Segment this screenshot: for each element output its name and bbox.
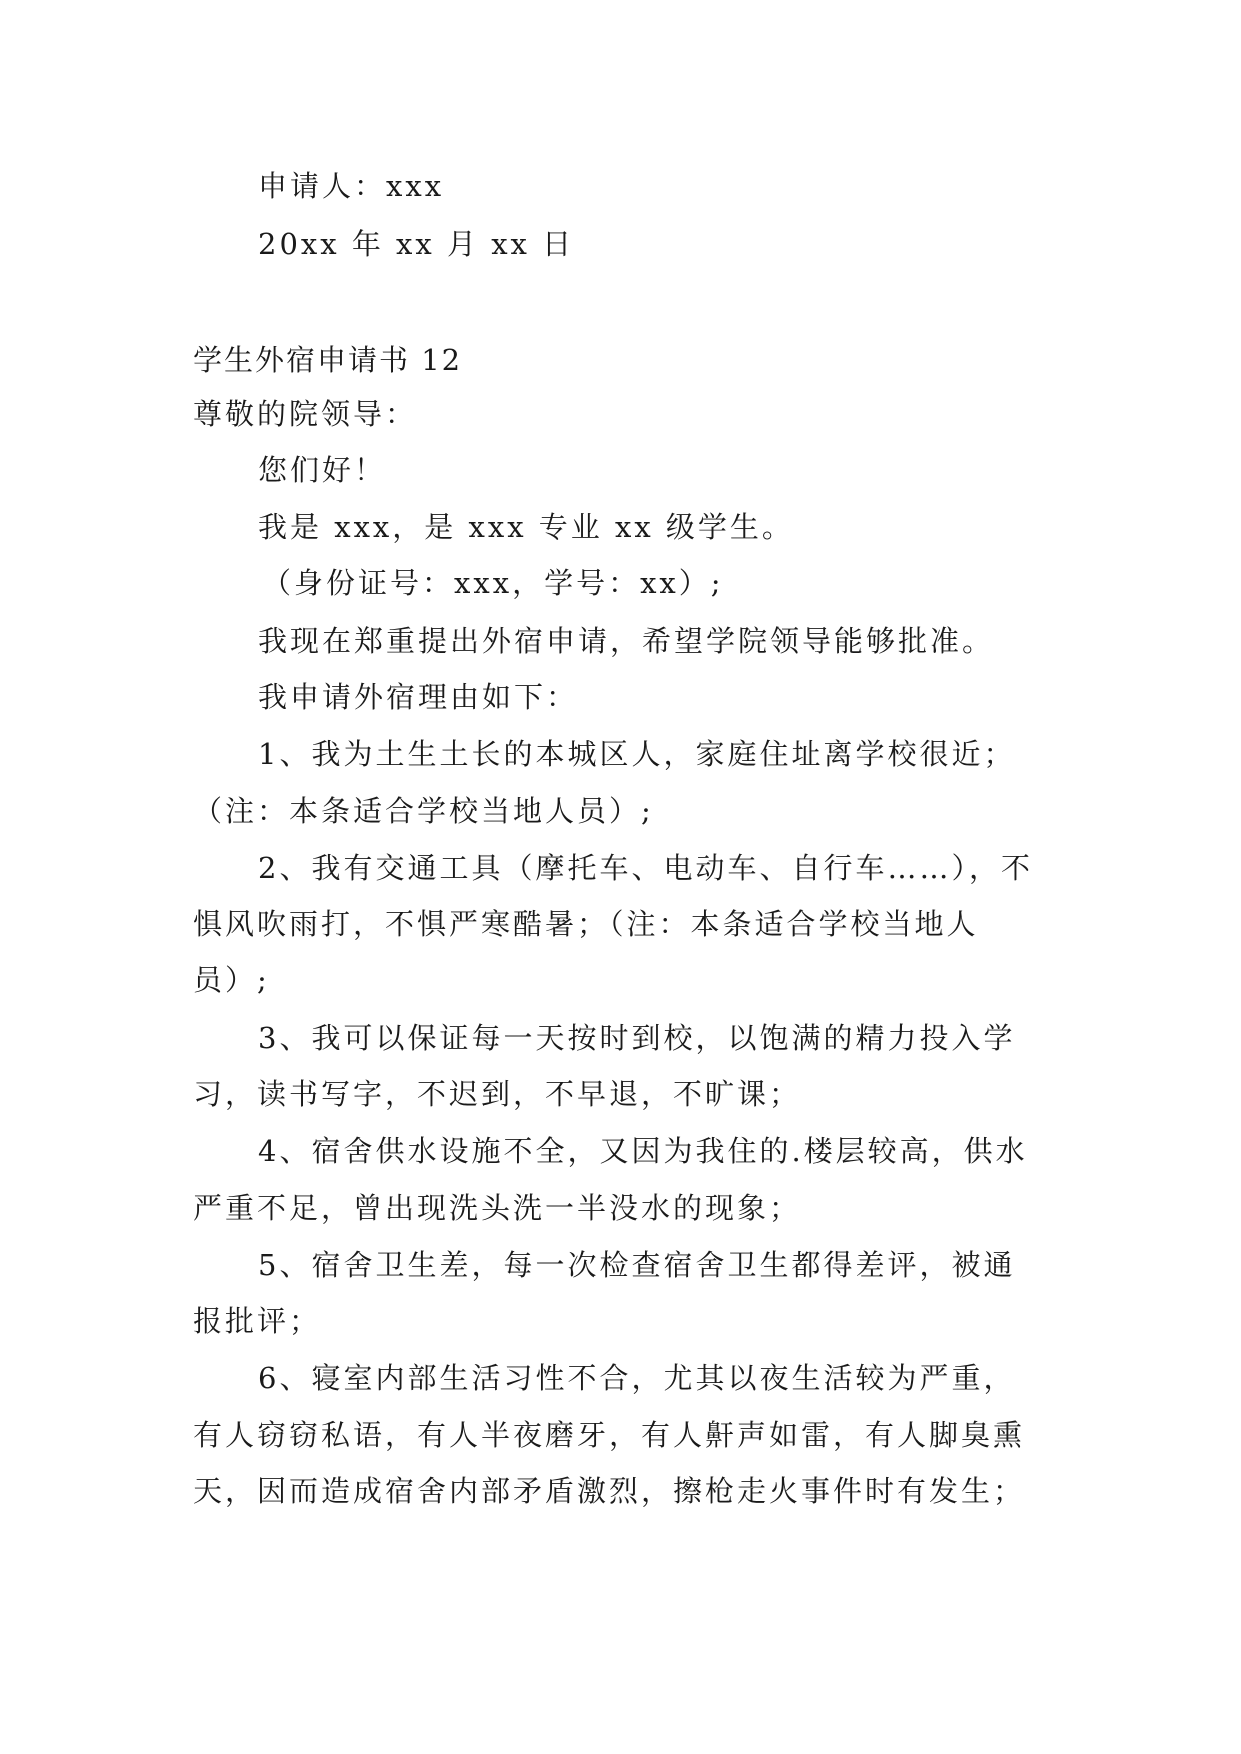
reason-5-line: 5、宿舍卫生差，每一次检查宿舍卫生都得差评，被通 bbox=[258, 1248, 1016, 1282]
reason-1-note: （注：本条适合学校当地人员）; bbox=[193, 794, 654, 828]
request-paragraph: 我现在郑重提出外宿申请，希望学院领导能够批准。 bbox=[258, 624, 995, 658]
id-info-paragraph: （身份证号：xxx，学号：xx）; bbox=[262, 566, 724, 600]
reason-4-line: 4、宿舍供水设施不全，又因为我住的.楼层较高，供水 bbox=[258, 1134, 1028, 1168]
reason-2-line: 员）; bbox=[193, 963, 270, 997]
applicant-line: 申请人：xxx bbox=[258, 169, 445, 203]
reason-1-line: 1、我为土生土长的本城区人，家庭住址离学校很近； bbox=[258, 737, 1016, 771]
reason-6-line: 天，因而造成宿舍内部矛盾激烈，擦枪走火事件时有发生； bbox=[193, 1474, 1026, 1508]
reason-5-line: 报批评； bbox=[193, 1304, 322, 1338]
reason-4-line: 严重不足，曾出现洗头洗一半没水的现象； bbox=[193, 1191, 802, 1225]
greeting: 您们好！ bbox=[258, 453, 387, 487]
reason-6-line: 有人窃窃私语，有人半夜磨牙，有人鼾声如雷，有人脚臭熏 bbox=[193, 1418, 1026, 1452]
reason-3-line: 习，读书写字，不迟到，不早退，不旷课； bbox=[193, 1077, 802, 1111]
intro-paragraph: 我是 xxx，是 xxx 专业 xx 级学生。 bbox=[258, 510, 794, 544]
salutation: 尊敬的院领导： bbox=[193, 397, 418, 431]
reasons-intro: 我申请外宿理由如下： bbox=[258, 680, 579, 714]
reason-2-line: 惧风吹雨打，不惧严寒酷暑；（注：本条适合学校当地人 bbox=[193, 907, 979, 941]
reason-3-line: 3、我可以保证每一天按时到校，以饱满的精力投入学 bbox=[258, 1021, 1016, 1055]
reason-6-line: 6、寝室内部生活习性不合，尤其以夜生活较为严重， bbox=[258, 1361, 1016, 1395]
letter-title: 学生外宿申请书 12 bbox=[193, 343, 463, 377]
reason-2-line: 2、我有交通工具（摩托车、电动车、自行车……），不 bbox=[258, 851, 1033, 885]
date-line: 20xx 年 xx 月 xx 日 bbox=[258, 227, 575, 261]
